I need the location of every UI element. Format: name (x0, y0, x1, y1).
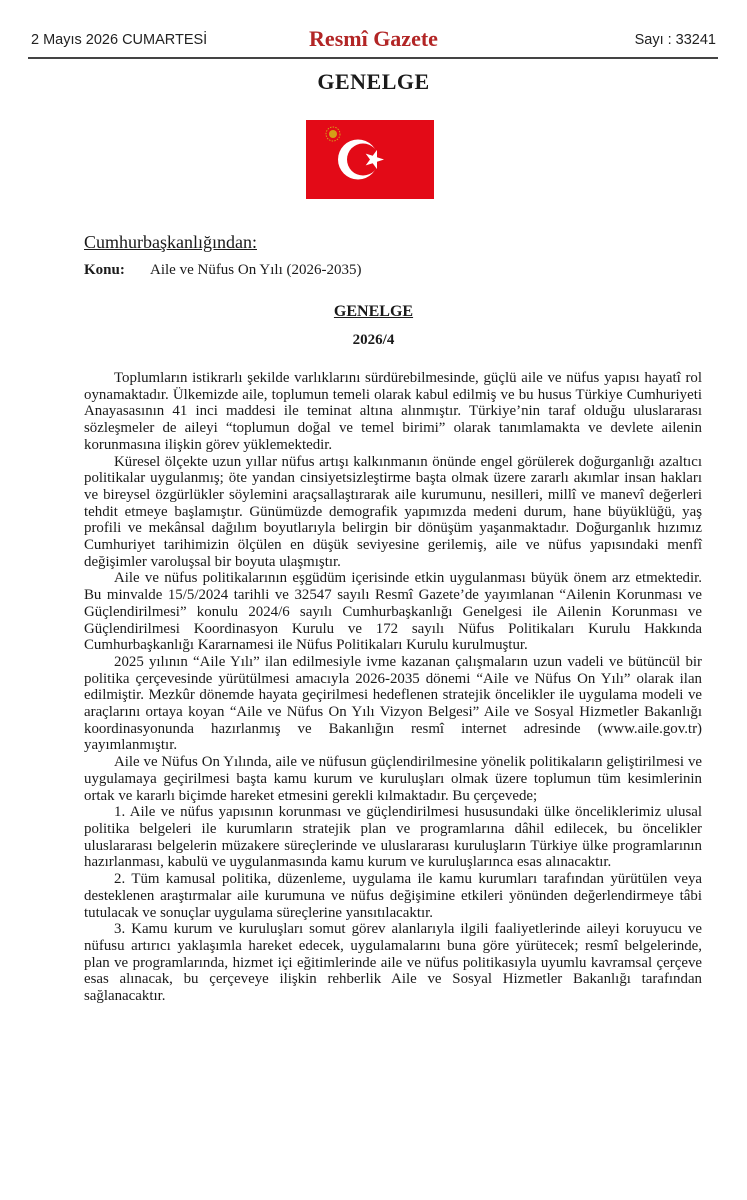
genelge-number: 2026/4 (352, 332, 395, 348)
subject-label: Konu: (84, 262, 125, 278)
document-body (84, 370, 702, 1005)
numbered-paragraph: 1. Aile ve nüfus yapısının korunması ve güçlendirilmesi hususundaki ülke önceliklerimiz ulusal politika belgeleri ile kurumların stratejik plan ve programlarına dâhil edilecek, bu öncelikler uluslararası belgelerin müzakere süreçlerinde ve uluslararası kuruluşların Türkiye ülke programlarının hazırlanması, kabulü ve uygulanmasında kamu kurum ve kuruluşlarınca esas alınacaktır. (84, 804, 702, 871)
issue-number: Sayı : 33241 (634, 32, 716, 48)
subject-line (84, 262, 362, 279)
numbered-paragraph: 2. Tüm kamusal politika, düzenleme, uygulama ile kamu kurumları tarafından yürütülen veya desteklenen araştırmalar aile kurumuna ve nüfus değişimine etkileri yönünden değerlendirmeye tâbi tutulacak ve sonuçlar uygulama süreçlerine yansıtılacaktır. (84, 871, 702, 921)
gazette-name: Resmî Gazete (309, 26, 438, 51)
issue-date: 2 Mayıs 2026 CUMARTESİ (31, 32, 208, 48)
turkish-flag-icon (306, 120, 434, 199)
issuing-authority: Cumhurbaşkanlığından: (84, 232, 257, 252)
paragraph: Aile ve nüfus politikalarının eşgüdüm içerisinde etkin uygulanması büyük önem arz etmektedir. Bu minvalde 15/5/2024 tarihli ve 32547 sayılı Resmî Gazete’de yayımlanan “Ailenin Korunması ve Güçlendirilmesi” konulu 2024/6 sayılı Cumhurbaşkanlığı Genelgesi ile Ailenin Korunması ve Güçlendirilmesi Koordinasyon Kurulu ve 172 sayılı Nüfus Politikaları Kurulu Hakkında Cumhurbaşkanlığı Kararnamesi ile Nüfus Politikaları Kurulu kurulmuştur. (84, 570, 702, 654)
document-type-title: GENELGE (317, 69, 430, 94)
paragraph: 2025 yılının “Aile Yılı” ilan edilmesiyle ivme kazanan çalışmaların uzun vadeli ve bütüncül bir politika çerçevesinde yürütülmesi amacıyla 2026-2035 dönemi “Aile ve Nüfus On Yılı” olarak ilan edilmiştir. Mezkûr dönemde hayata geçirilmesi hedeflenen stratejik öncelikler ile uygulama modeli ve araçlarını ortaya koyan “Aile ve Nüfus On Yılı Vizyon Belgesi” Aile ve Sosyal Hizmetler Bakanlığı koordinasyonunda hazırlanmış ve Bakanlığın resmî internet adresinde (www.aile.gov.tr) yayımlanmıştır. (84, 653, 702, 754)
paragraph: Aile ve Nüfus On Yılında, aile ve nüfusun güçlendirilmesine yönelik politikaların geliştirilmesi ve uygulamaya geçirilmesi başta kamu kurum ve kuruluşları olmak üzere toplumun tüm kesimlerinin ortak ve kararlı biçimde hareket etmesini gerekli kılmaktadır. Bu çerçevede; (84, 754, 702, 804)
numbered-paragraph: 3. Kamu kurum ve kuruluşları somut görev alanlarıyla ilgili faaliyetlerinde aileyi koruyucu ve nüfusu artırıcı yaklaşımla hareket edecek, uygulamalarını buna göre yürütecek; resmî belgelerinde, plan ve programlarında, hizmet içi eğitimlerinde aile ve nüfus politikasıyla uyumlu kavramsal çerçeve esas alınacak, bu çerçeveye ilişkin rehberlik Aile ve Sosyal Hizmetler Bakanlığı tarafından sağlanacaktır. (84, 921, 702, 1005)
genelge-title: GENELGE (333, 303, 414, 320)
subject-text: Aile ve Nüfus On Yılı (2026-2035) (150, 262, 362, 278)
header-divider (28, 57, 718, 59)
paragraph: Toplumların istikrarlı şekilde varlıklarını sürdürebilmesinde, güçlü aile ve nüfus yapısı hayatî rol oynamaktadır. Ülkemizde aile, toplumun temeli olarak kabul edilmiş ve bu husus Türkiye Cumhuriyeti Anayasasının 41 inci maddesi ile teminat altına alınmıştır. Türkiye’nin taraf olduğu uluslararası sözleşmeler de aileyi “toplumun doğal ve temel birimi” olarak tanımlamakta ve devlete ailenin korunmasına ilişkin görev yüklemektedir. (84, 370, 702, 453)
paragraph: Küresel ölçekte uzun yıllar nüfus artışı kalkınmanın önünde engel görülerek doğurganlığı azaltıcı politikalar uygulanmış; öte yandan cinsiyetsizleştirme başta olmak üzere zararlı akımlar insan hakları ve bireysel özgürlükler söylemini araçsallaştırarak aile kurumunu, nesilleri, millî ve manevî değerleri tehdit etmeye başlamıştır. Günümüzde demografik yapımızda medeni durum, hane büyüklüğü, yaş profili ve mekânsal dağılım boyutlarıyla belirgin bir dönüşüm yaşanmaktadır. Doğurganlık hızımız Cumhuriyet tarihimizin ölçülen en düşük seviyesine gerilemiş, aile ve nüfus yapısındaki menfî değişimler varoluşsal bir boyuta ulaşmıştır. (84, 453, 702, 570)
gazette-header (0, 0, 747, 57)
